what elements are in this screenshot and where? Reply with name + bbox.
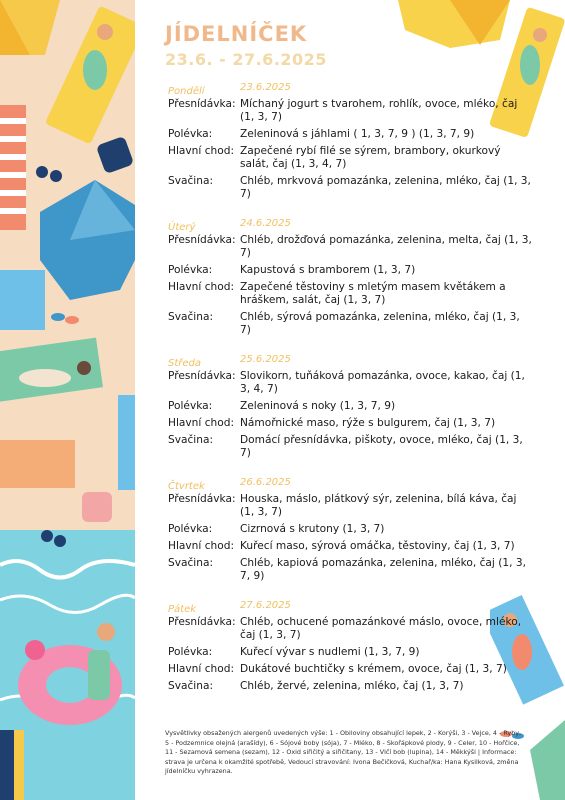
- meal-text: Chléb, sýrová pomazánka, zelenina, mléko, čaj (1, 3, 7): [240, 311, 520, 336]
- meal-text: Chléb, kapiová pomazánka, zelenina, mléko, čaj (1, 3, 7, 9): [240, 557, 526, 582]
- meal-snack: [168, 680, 540, 693]
- meal-label: Svačina:: [168, 175, 214, 187]
- meal-text: Kapustová s bramborem (1, 3, 7): [240, 264, 416, 276]
- wave-icon: [0, 561, 135, 578]
- meal-text: Zeleninová s noky (1, 3, 7, 9): [240, 400, 396, 412]
- meal-text: Chléb, žervé, zelenina, mléko, čaj (1, 3, 7): [240, 680, 464, 692]
- day-date: 24.6.2025: [240, 218, 291, 229]
- meal-main: [168, 663, 540, 676]
- beach-illustration: [0, 0, 135, 800]
- beach-decor-svg: [0, 0, 135, 800]
- towel-orange-icon: [0, 440, 75, 488]
- meal-soup: [168, 128, 540, 141]
- meal-label: Přesnídávka:: [168, 370, 236, 382]
- meal-text: Námořnické maso, rýže s bulgurem, čaj (1, 3, 7): [240, 417, 496, 429]
- meal-snack: [168, 557, 540, 583]
- swimmer-icon: [88, 650, 110, 700]
- meal-label: Hlavní chod:: [168, 540, 235, 552]
- sunglasses-icon: [36, 166, 48, 178]
- meal-text: Zapečené rybí filé se sýrem, brambory, okurkový salát, čaj (1, 3, 4, 7): [240, 145, 501, 170]
- meal-label: Polévka:: [168, 264, 213, 276]
- meal-soup: [168, 400, 540, 413]
- meal-text: Zapečené těstoviny s mletým masem květákem a hráškem, salát, čaj (1, 3, 7): [240, 281, 506, 306]
- meal-label: Přesnídávka:: [168, 493, 236, 505]
- meal-text: Chléb, ochucené pomazánkové máslo, ovoce, mléko, čaj (1, 3, 7): [240, 616, 522, 641]
- sunglasses-2-icon: [41, 530, 53, 542]
- sunbather-icon: [19, 369, 71, 387]
- day-date: 27.6.2025: [240, 600, 291, 611]
- day-date: 23.6.2025: [240, 82, 291, 93]
- day-name: Středa: [168, 358, 202, 369]
- allergen-footer: Vysvětlivky obsažených alergenů uvedených výše: 1 - Obiloviny obsahující lepek, 2 - Korýši, 3 - Vejce, 4 - Ryby, 5 - Podzemnice olejná (arašídy), 6 - Sójové boby (sója), 7 - Mléko, 8 - Skořápkové plody, 9 - Celer, 10 - Hořčice, 11 - Sezamová semena (sezam), 12 - Oxid siřičitý a siřičitany, 13 - Vlčí bob (lupina), 14 - Měkkýši | Informace: strava je určena k okamžité spotřebě, Vedoucí stravování: Ivona Bečičková, Kuchař/ka: Hana Kysilková, změna jídelníčku vyhrazena.: [165, 729, 522, 776]
- day-wednesday: [168, 354, 540, 460]
- meal-label: Polévka:: [168, 646, 213, 658]
- meal-label: Hlavní chod:: [168, 417, 235, 429]
- meal-label: Polévka:: [168, 400, 213, 412]
- day-name: Pondělí: [168, 86, 205, 97]
- menu-days: [168, 82, 540, 710]
- meal-snack: [168, 434, 540, 460]
- towel-blue-right-icon: [118, 395, 135, 490]
- meal-label: Svačina:: [168, 311, 214, 323]
- day-monday: [168, 82, 540, 201]
- meal-label: Polévka:: [168, 523, 213, 535]
- meal-text: Míchaný jogurt s tvarohem, rohlík, ovoce, mléko, čaj (1, 3, 7): [240, 98, 518, 123]
- meal-text: Chléb, drožďová pomazánka, zelenina, melta, čaj (1, 3, 7): [240, 234, 532, 259]
- bag-pink-icon: [82, 492, 112, 522]
- day-date: 25.6.2025: [240, 354, 291, 365]
- meal-main: [168, 145, 540, 171]
- meal-text: Slovikorn, tuňáková pomazánka, ovoce, kakao, čaj (1, 3, 4, 7): [240, 370, 525, 395]
- towel-blue-icon: [0, 270, 45, 330]
- meal-soup: [168, 264, 540, 277]
- meal-breakfast: [168, 234, 540, 260]
- meal-label: Hlavní chod:: [168, 145, 235, 157]
- meal-text: Cizrnová s krutony (1, 3, 7): [240, 523, 385, 535]
- meal-main: [168, 540, 540, 553]
- meal-main: [168, 417, 540, 430]
- day-name: Pátek: [168, 604, 197, 615]
- meal-label: Polévka:: [168, 128, 213, 140]
- meal-breakfast: [168, 493, 540, 519]
- meal-label: Svačina:: [168, 434, 214, 446]
- day-friday: [168, 600, 540, 693]
- meal-text: Chléb, mrkvová pomazánka, zelenina, mléko, čaj (1, 3, 7): [240, 175, 531, 200]
- meal-soup: [168, 523, 540, 536]
- meal-breakfast: [168, 370, 540, 396]
- day-date: 26.6.2025: [240, 477, 291, 488]
- meal-text: Kuřecí maso, sýrová omáčka, těstoviny, čaj (1, 3, 7): [240, 540, 515, 552]
- meal-text: Zeleninová s jáhlami ( 1, 3, 7, 9 ) (1, 3, 7, 9): [240, 128, 475, 140]
- person-icon: [83, 50, 107, 90]
- meal-label: Svačina:: [168, 680, 214, 692]
- board-icon: [0, 730, 14, 800]
- flip-flop-icon: [51, 313, 65, 321]
- meal-label: Hlavní chod:: [168, 281, 235, 293]
- meal-snack: [168, 175, 540, 201]
- date-range: 23.6. - 27.6.2025: [165, 50, 327, 69]
- meal-text: Domácí přesnídávka, piškoty, ovoce, mléko, čaj (1, 3, 7): [240, 434, 523, 459]
- day-tuesday: [168, 218, 540, 337]
- meal-label: Svačina:: [168, 557, 214, 569]
- bag-icon: [96, 136, 134, 174]
- meal-text: Dukátové buchtičky s krémem, ovoce, čaj (1, 3, 7): [240, 663, 507, 675]
- meal-label: Přesnídávka:: [168, 616, 236, 628]
- meal-label: Přesnídávka:: [168, 98, 236, 110]
- page-title: JÍDELNÍČEK: [165, 22, 308, 46]
- day-thursday: [168, 477, 540, 583]
- day-name: Úterý: [168, 222, 196, 233]
- meal-breakfast: [168, 616, 540, 642]
- meal-label: Přesnídávka:: [168, 234, 236, 246]
- meal-label: Hlavní chod:: [168, 663, 235, 675]
- meal-snack: [168, 311, 540, 337]
- meal-text: Kuřecí vývar s nudlemi (1, 3, 7, 9): [240, 646, 420, 658]
- meal-soup: [168, 646, 540, 659]
- meal-main: [168, 281, 540, 307]
- meal-text: Houska, máslo, plátkový sýr, zelenina, bílá káva, čaj (1, 3, 7): [240, 493, 517, 518]
- umbrella-green-icon: [530, 720, 565, 800]
- day-name: Čtvrtek: [168, 481, 205, 492]
- meal-breakfast: [168, 98, 540, 124]
